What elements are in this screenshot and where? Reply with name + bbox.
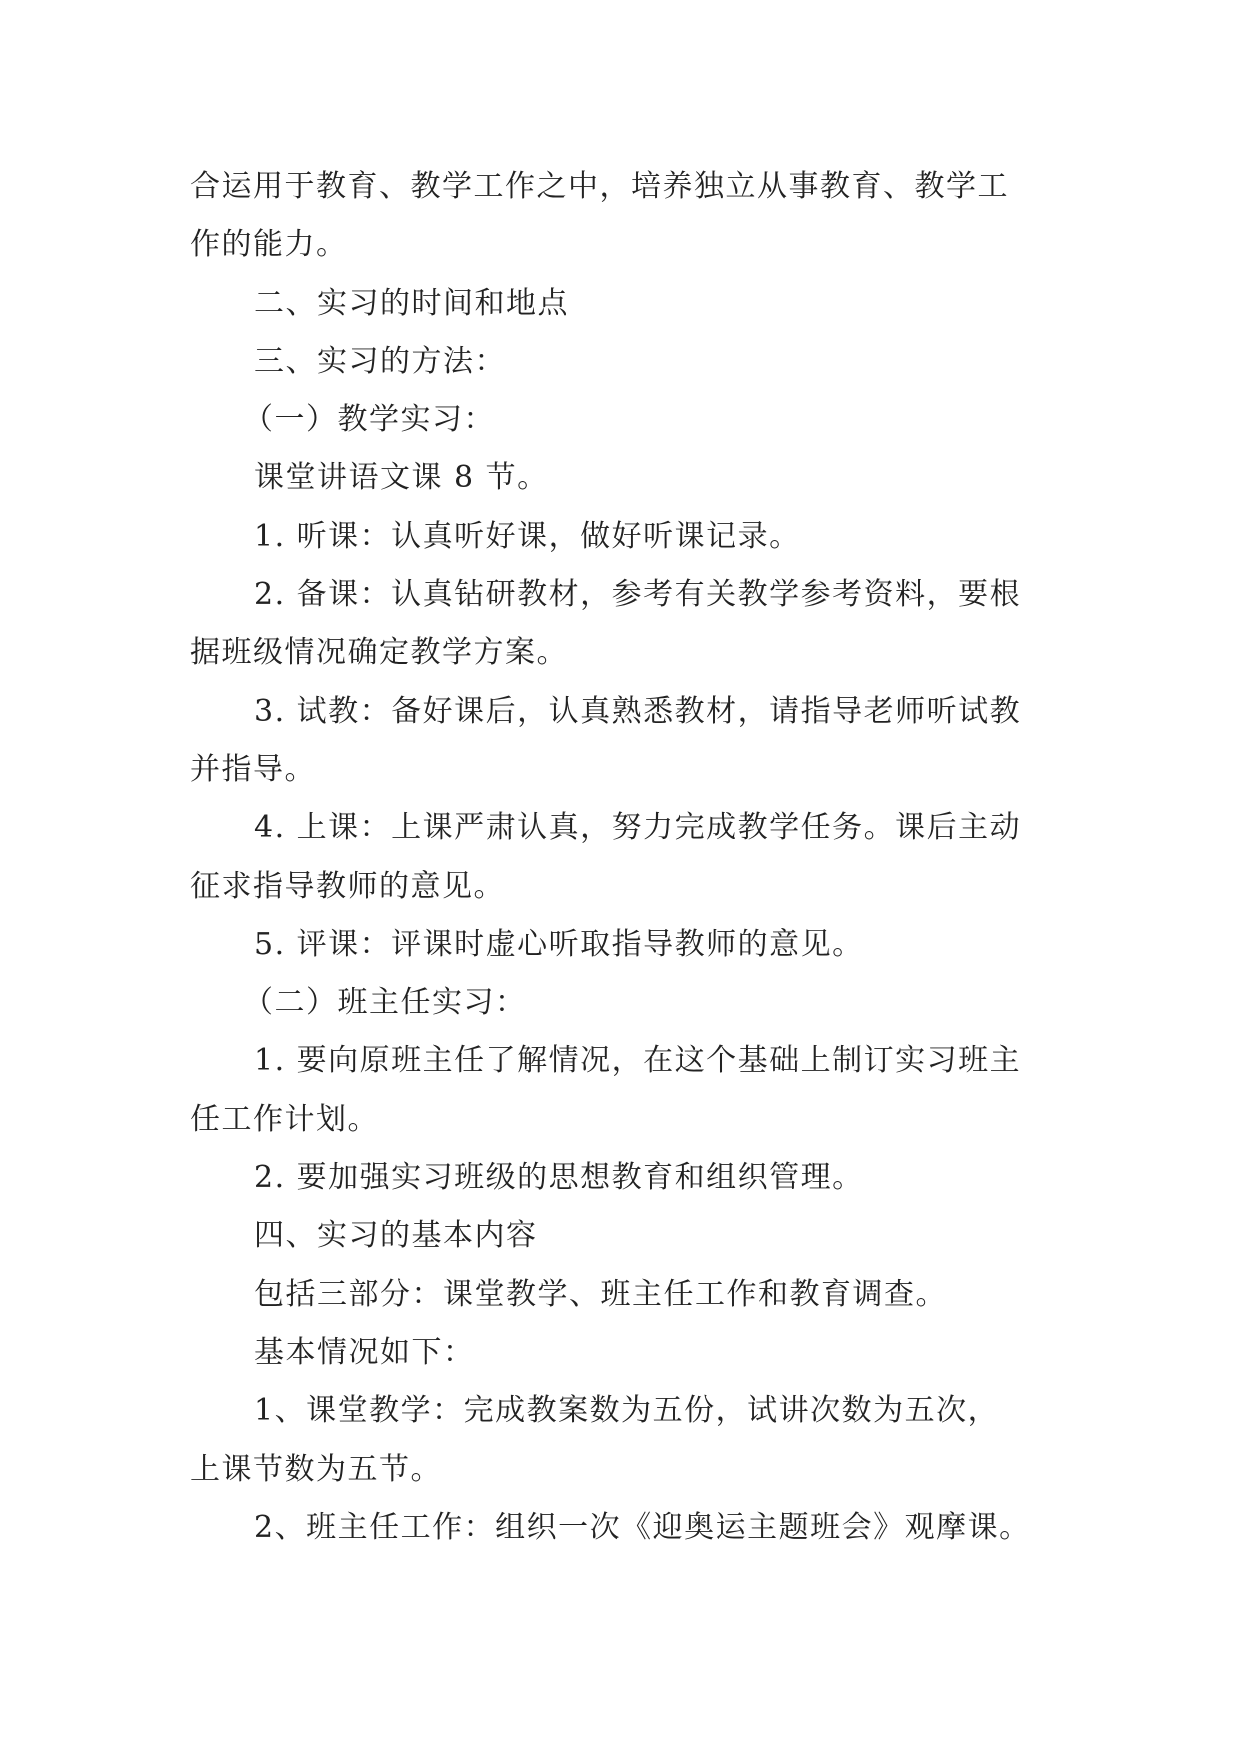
document-body [190, 158, 1070, 1557]
list-item: 4. 上课：上课严肃认真，努力完成教学任务。课后主动 [254, 810, 1022, 846]
paragraph-line: 包括三部分：课堂教学、班主任工作和教育调查。 [254, 1276, 947, 1312]
section-heading: 四、实习的基本内容 [254, 1218, 538, 1254]
list-item: 1、课堂教学：完成教案数为五份，试讲次数为五次， [254, 1393, 1000, 1429]
subsection-heading: （二）班主任实习： [243, 985, 527, 1021]
paragraph-line: 基本情况如下： [254, 1334, 475, 1370]
list-item-continuation: 并指导。 [190, 751, 316, 787]
list-item-continuation: 上课节数为五节。 [190, 1451, 442, 1487]
section-heading: 二、实习的时间和地点 [254, 285, 569, 321]
paragraph-line: 合运用于教育、教学工作之中，培养独立从事教育、教学工 [190, 169, 1009, 204]
paragraph-line: 课堂讲语文课 8 节。 [254, 460, 549, 496]
paragraph-line: 作的能力。 [190, 227, 348, 263]
list-item: 1. 要向原班主任了解情况，在这个基础上制订实习班主 [254, 1043, 1022, 1079]
list-item: 1. 听课：认真听好课，做好听课记录。 [254, 518, 801, 554]
list-item: 2、班主任工作：组织一次《迎奥运主题班会》观摩课。 [254, 1509, 1031, 1545]
list-item: 2. 要加强实习班级的思想教育和组织管理。 [254, 1160, 864, 1196]
list-item-continuation: 据班级情况确定教学方案。 [190, 635, 568, 671]
list-item-continuation: 任工作计划。 [190, 1101, 379, 1137]
subsection-heading: （一）教学实习： [243, 402, 495, 438]
section-heading: 三、实习的方法： [254, 343, 506, 379]
list-item-continuation: 征求指导教师的意见。 [190, 868, 505, 904]
list-item: 5. 评课：评课时虚心听取指导教师的意见。 [254, 926, 864, 962]
list-item: 3. 试教：备好课后，认真熟悉教材，请指导老师听试教 [254, 693, 1022, 729]
list-item: 2. 备课：认真钻研教材，参考有关教学参考资料，要根 [254, 577, 1022, 613]
